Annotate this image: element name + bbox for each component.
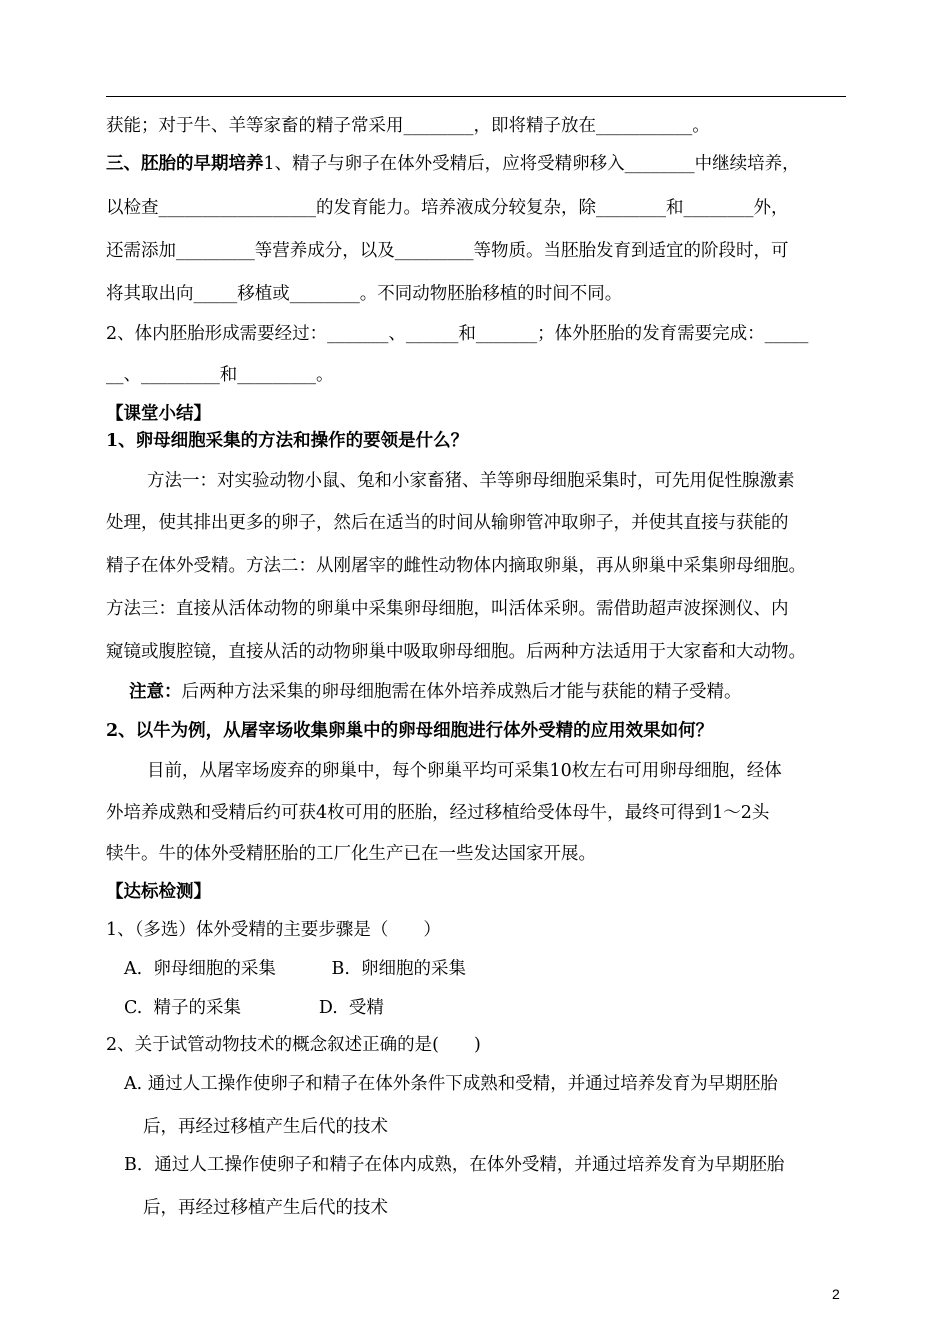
header-rule <box>106 96 846 97</box>
summary-question-1: 1、卵母细胞采集的方法和操作的要领是什么？ <box>106 431 469 451</box>
test-question-1: 1、（多选）体外受精的主要步骤是（ ） <box>106 920 441 940</box>
blank-line-7: __、_________和_________。 <box>106 365 334 385</box>
test-question-2: 2、关于试管动物技术的概念叙述正确的是( ) <box>106 1035 481 1055</box>
test-q2-option-a: A. 通过人工操作使卵子和精子在体外条件下成熟和受精，并通过培养发育为早期胚胎 <box>124 1074 778 1094</box>
answer-2-line: 目前，从屠宰场废弃的卵巢中，每个卵巢平均可采集10枚左右可用卵母细胞，经体 <box>147 761 782 781</box>
blank-line-5: 将其取出向_____移植或________。不同动物胚胎移植的时间不同。 <box>106 284 623 304</box>
test-q1-options-row-1: A. 卵母细胞的采集 B. 卵细胞的采集 <box>124 959 467 979</box>
test-q2-option-b-cont: 后，再经过移植产生后代的技术 <box>143 1198 388 1218</box>
section-heading: 三、胚胎的早期培养 <box>106 154 264 174</box>
answer-1-line: 方法三：直接从活体动物的卵巢中采集卵母细胞，叫活体采卵。需借助超声波探测仪、内 <box>106 599 789 619</box>
summary-question-2: 2、以牛为例，从屠宰场收集卵巢中的卵母细胞进行体外受精的应用效果如何？ <box>106 721 714 741</box>
blank-line-3: 以检查__________________的发育能力。培养液成分较复杂，除________和________外， <box>106 198 789 218</box>
summary-title: 【课堂小结】 <box>106 404 211 424</box>
answer-2-line: 犊牛。牛的体外受精胚胎的工厂化生产已在一些发达国家开展。 <box>106 844 596 864</box>
answer-1-line: 精子在体外受精。方法二：从刚屠宰的雌性动物体内摘取卵巢，再从卵巢中采集卵母细胞。 <box>106 556 806 576</box>
note-text: 后两种方法采集的卵母细胞需在体外培养成熟后才能与获能的精子受精。 <box>181 682 742 702</box>
test-title: 【达标检测】 <box>106 882 211 902</box>
blank-line-1: 获能；对于牛、羊等家畜的精子常采用________，即将精子放在___________。 <box>106 116 710 136</box>
test-q2-option-a-cont: 后，再经过移植产生后代的技术 <box>143 1117 388 1137</box>
answer-1-line: 处理，使其排出更多的卵子，然后在适当的时间从输卵管冲取卵子，并使其直接与获能的 <box>106 513 789 533</box>
test-q2-option-b: B．通过人工操作使卵子和精子在体内成熟，在体外受精，并通过培养发育为早期胚胎 <box>124 1155 785 1175</box>
section-text: 1、精子与卵子在体外受精后，应将受精卵移入________中继续培养， <box>263 154 800 174</box>
note-label: 注意： <box>129 682 182 702</box>
answer-2-line: 外培养成熟和受精后约可获4枚可用的胚胎，经过移植给受体母牛，最终可得到1～2头 <box>106 803 770 823</box>
answer-1-line: 方法一：对实验动物小鼠、兔和小家畜猪、羊等卵母细胞采集时，可先用促性腺激素 <box>147 471 795 491</box>
note-line <box>129 680 874 704</box>
test-q1-options-row-2: C. 精子的采集 D. 受精 <box>124 998 384 1018</box>
section-three-line <box>106 152 851 176</box>
page-number: 2 <box>832 1286 840 1302</box>
answer-1-line: 窥镜或腹腔镜，直接从活的动物卵巢中吸取卵母细胞。后两种方法适用于大家畜和大动物。 <box>106 642 806 662</box>
blank-line-6: 2、体内胚胎形成需要经过：_______、______和_______；体外胚胎的发育需要完成：_____ <box>106 324 809 344</box>
blank-line-4: 还需添加_________等营养成分，以及_________等物质。当胚胎发育到适宜的阶段时，可 <box>106 241 789 261</box>
